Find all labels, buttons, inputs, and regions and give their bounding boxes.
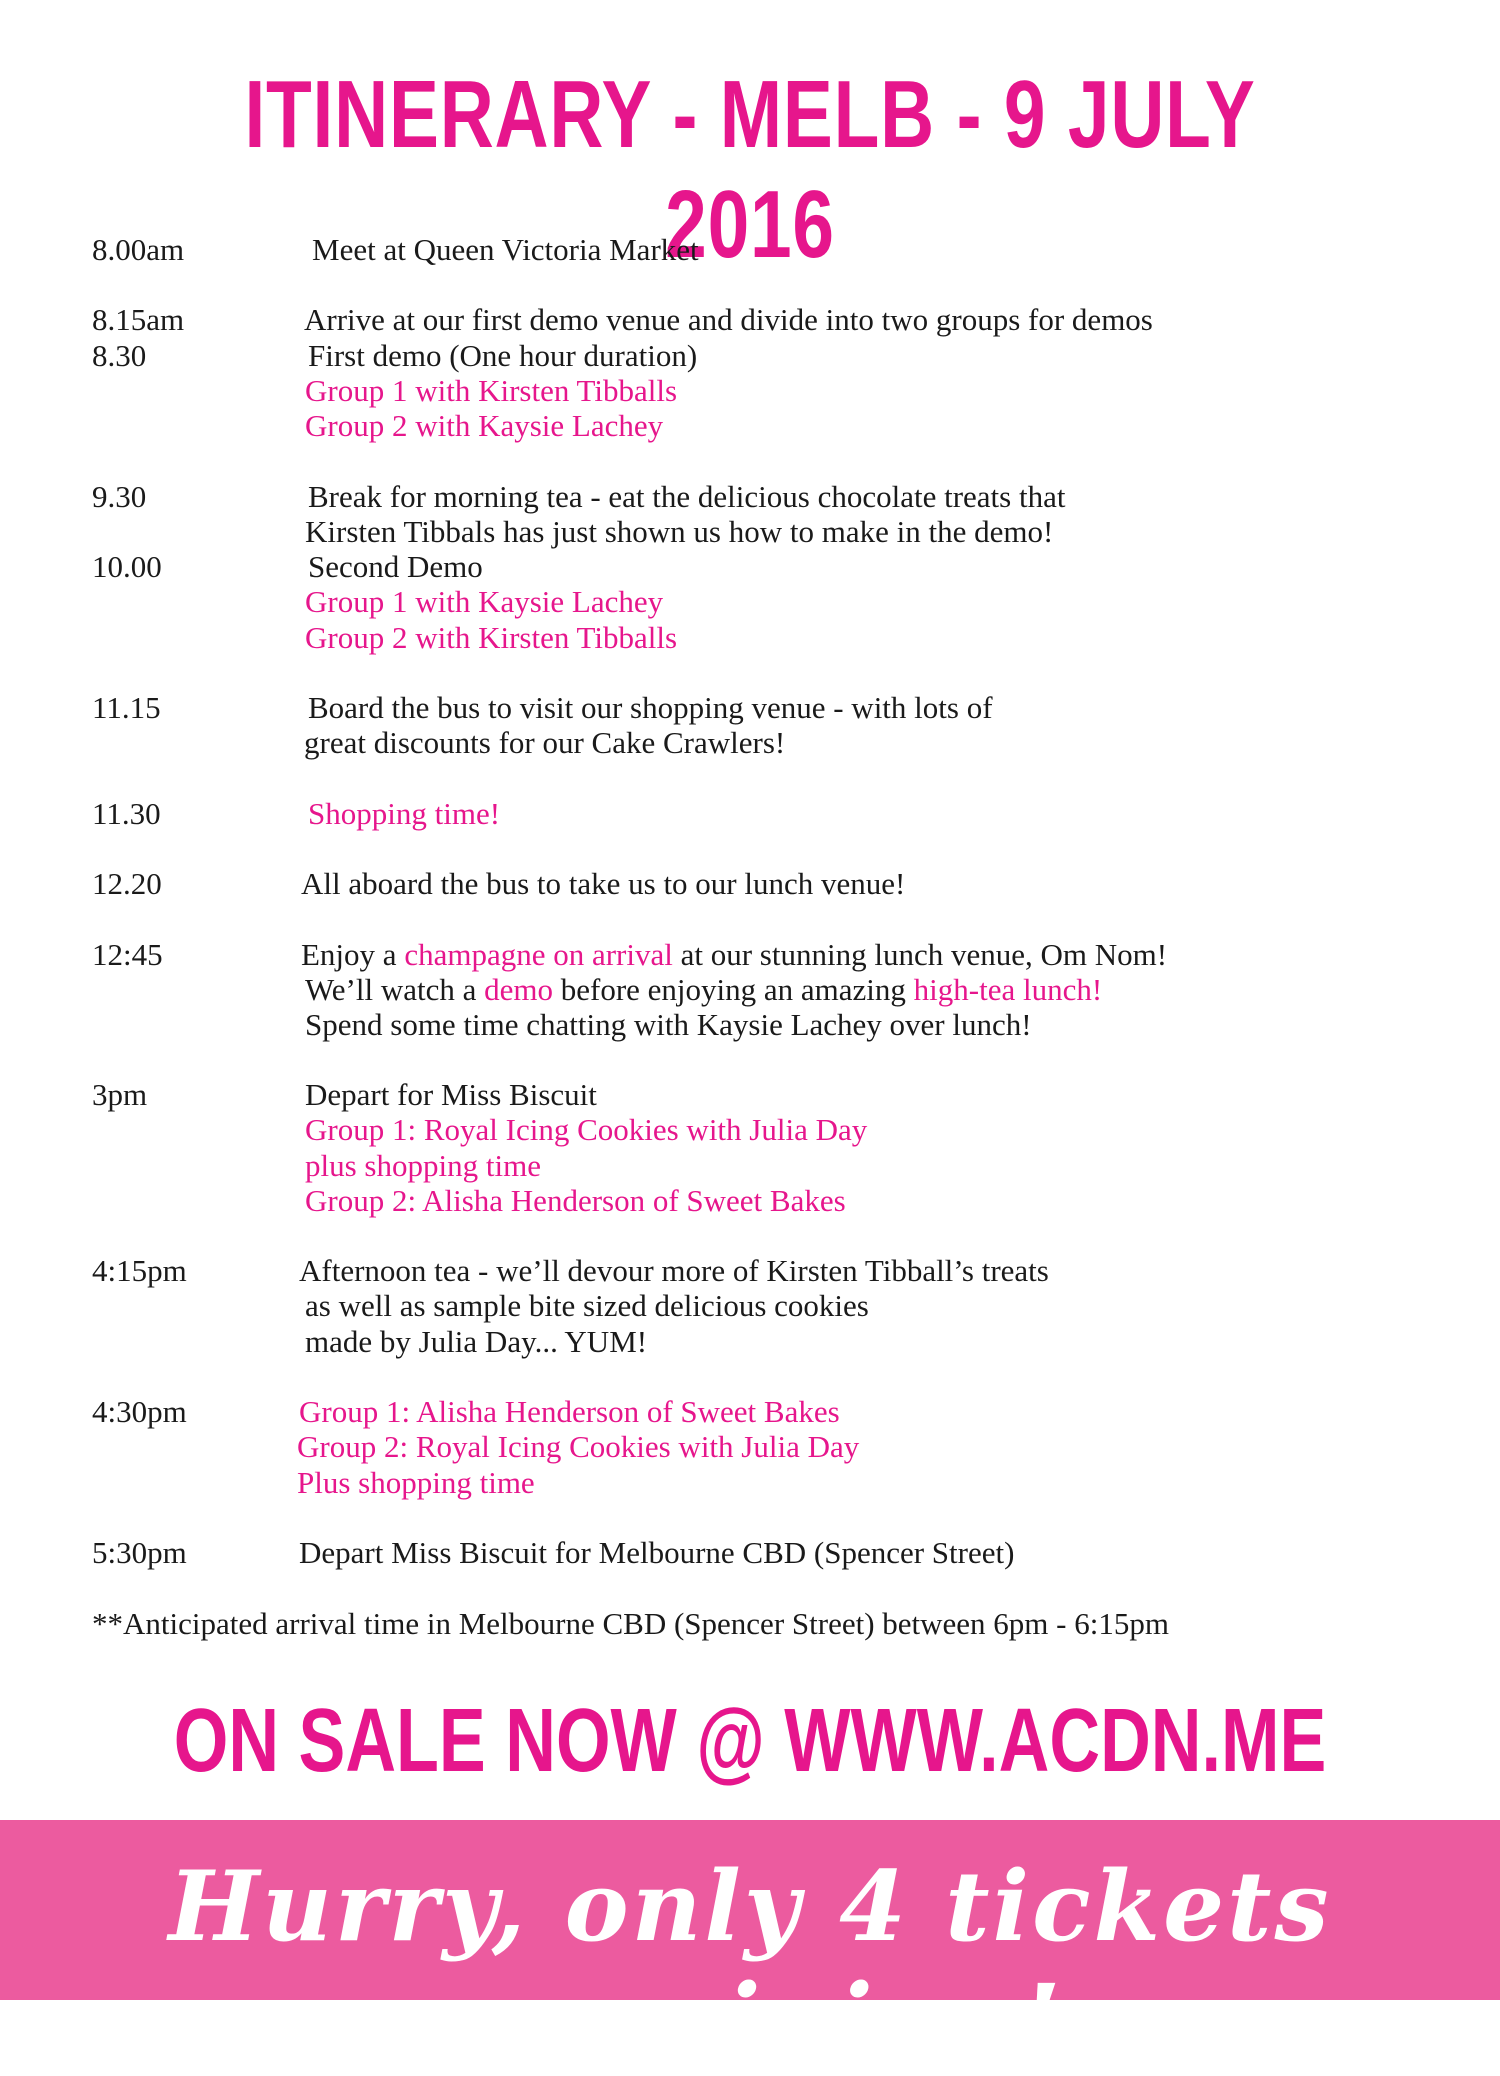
schedule-line: great discounts for our Cake Crawlers! <box>304 725 786 760</box>
schedule-line: All aboard the bus to take us to our lunch venue! <box>301 866 906 901</box>
highlight-text: high-tea lunch! <box>913 972 1103 1007</box>
schedule-line: Enjoy a champagne on arrival at our stunning lunch venue, Om Nom! <box>301 937 1168 972</box>
time-label: 10.00 <box>92 549 162 584</box>
highlight-text: demo <box>484 972 553 1007</box>
arrival-note: **Anticipated arrival time in Melbourne CBD (Spencer Street) between 6pm - 6:15pm <box>92 1606 1169 1641</box>
group-line: plus shopping time <box>305 1148 541 1183</box>
schedule-line: Afternoon tea - we’ll devour more of Kirsten Tibball’s treats <box>299 1253 1049 1288</box>
group-line: Group 1: Royal Icing Cookies with Julia Day <box>305 1112 868 1147</box>
time-label: 3pm <box>92 1077 148 1112</box>
time-label: 12.20 <box>92 866 162 901</box>
on-sale-link-text: ON SALE NOW @ WWW.ACDN.ME <box>173 1691 1327 1791</box>
schedule-line: Arrive at our first demo venue and divide into two groups for demos <box>304 302 1153 337</box>
group-line: Group 1 with Kaysie Lachey <box>305 584 664 619</box>
highlight-text: champagne on arrival <box>404 937 673 972</box>
group-line: Group 1 with Kirsten Tibballs <box>305 373 678 408</box>
group-line: Group 1: Alisha Henderson of Sweet Bakes <box>299 1394 840 1429</box>
schedule-line: Board the bus to visit our shopping venue - with lots of <box>308 690 993 725</box>
time-label: 5:30pm <box>92 1535 187 1570</box>
schedule-line: as well as sample bite sized delicious cookies <box>305 1288 869 1323</box>
schedule-line: Break for morning tea - eat the delicious chocolate treats that <box>308 479 1066 514</box>
group-line: Group 2: Alisha Henderson of Sweet Bakes <box>305 1183 846 1218</box>
time-label: 8.00am <box>92 232 185 267</box>
schedule-line: Kirsten Tibbals has just shown us how to make in the demo! <box>305 514 1054 549</box>
tickets-banner <box>0 1820 1500 2076</box>
schedule-line: We’ll watch a demo before enjoying an amazing high-tea lunch! <box>305 972 1103 1007</box>
schedule-line: Depart Miss Biscuit for Melbourne CBD (Spencer Street) <box>299 1535 1015 1570</box>
time-label: 4:30pm <box>92 1394 187 1429</box>
time-label: 8.30 <box>92 338 147 373</box>
schedule-line: Shopping time! <box>308 796 501 831</box>
group-line: Group 2 with Kaysie Lachey <box>305 408 664 443</box>
time-label: 12:45 <box>92 937 163 972</box>
schedule-line: Meet at Queen Victoria Market <box>312 232 699 267</box>
time-label: 4:15pm <box>92 1253 187 1288</box>
time-label: 11.30 <box>92 796 161 831</box>
group-line: Group 2: Royal Icing Cookies with Julia Day <box>297 1429 860 1464</box>
banner-text: Hurry, only 4 tickets remaining! <box>168 1850 1332 2076</box>
time-label: 9.30 <box>92 479 147 514</box>
time-label: 11.15 <box>92 690 161 725</box>
group-line: Plus shopping time <box>297 1465 535 1500</box>
schedule-line: Second Demo <box>308 549 483 584</box>
schedule-line: made by Julia Day... YUM! <box>305 1324 648 1359</box>
schedule-line: First demo (One hour duration) <box>308 338 698 373</box>
time-label: 8.15am <box>92 302 185 337</box>
page-title: ITINERARY - MELB - 9 JULY 2016 <box>244 61 1256 278</box>
group-line: Group 2 with Kirsten Tibballs <box>305 620 678 655</box>
schedule-line: Spend some time chatting with Kaysie Lachey over lunch! <box>305 1007 1032 1042</box>
schedule-line: Depart for Miss Biscuit <box>305 1077 597 1112</box>
